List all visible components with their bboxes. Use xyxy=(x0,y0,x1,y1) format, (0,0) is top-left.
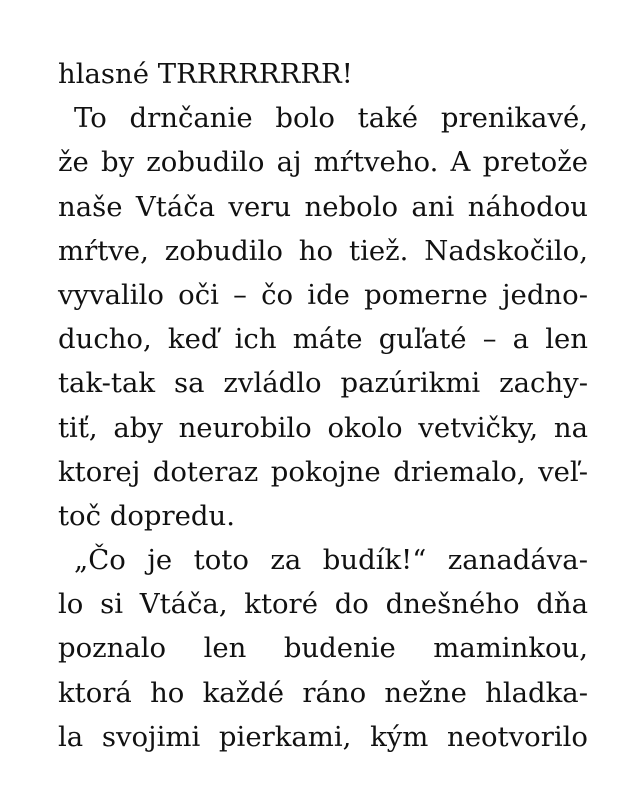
text-line: že by zobudilo aj mŕtveho. A pretože xyxy=(58,146,588,179)
book-page xyxy=(58,52,588,759)
text-line: la svojimi pierkami, kým neotvorilo xyxy=(58,720,588,753)
text-line: ktorej doteraz pokojne driemalo, veľ- xyxy=(58,455,588,488)
text-line: mŕtve, zobudilo ho tiež. Nadskočilo, xyxy=(58,234,588,267)
text-line: tiť, aby neurobilo okolo vetvičky, na xyxy=(58,411,588,444)
text-line: ducho, keď ich máte guľaté – a len xyxy=(58,323,588,356)
text-line: vyvalilo oči – čo ide pomerne jedno- xyxy=(58,278,588,311)
text-line: naše Vtáča veru nebolo ani náhodou xyxy=(58,190,588,223)
text-line: hlasné TRRRRRRRR! xyxy=(58,58,353,90)
text-line: lo si Vtáča, ktoré do dnešného dňa xyxy=(58,588,588,621)
text-line: toč dopredu. xyxy=(58,499,235,532)
text-line: „Čo je toto za budík!“ zanadáva- xyxy=(74,544,588,577)
text-line: tak-tak sa zvládlo pazúrikmi zachy- xyxy=(58,367,588,400)
text-line: poznalo len budenie maminkou, xyxy=(58,632,588,665)
text-line: To drnčanie bolo také prenikavé, xyxy=(74,102,588,135)
text-line: ktorá ho každé ráno nežne hladka- xyxy=(58,676,588,709)
